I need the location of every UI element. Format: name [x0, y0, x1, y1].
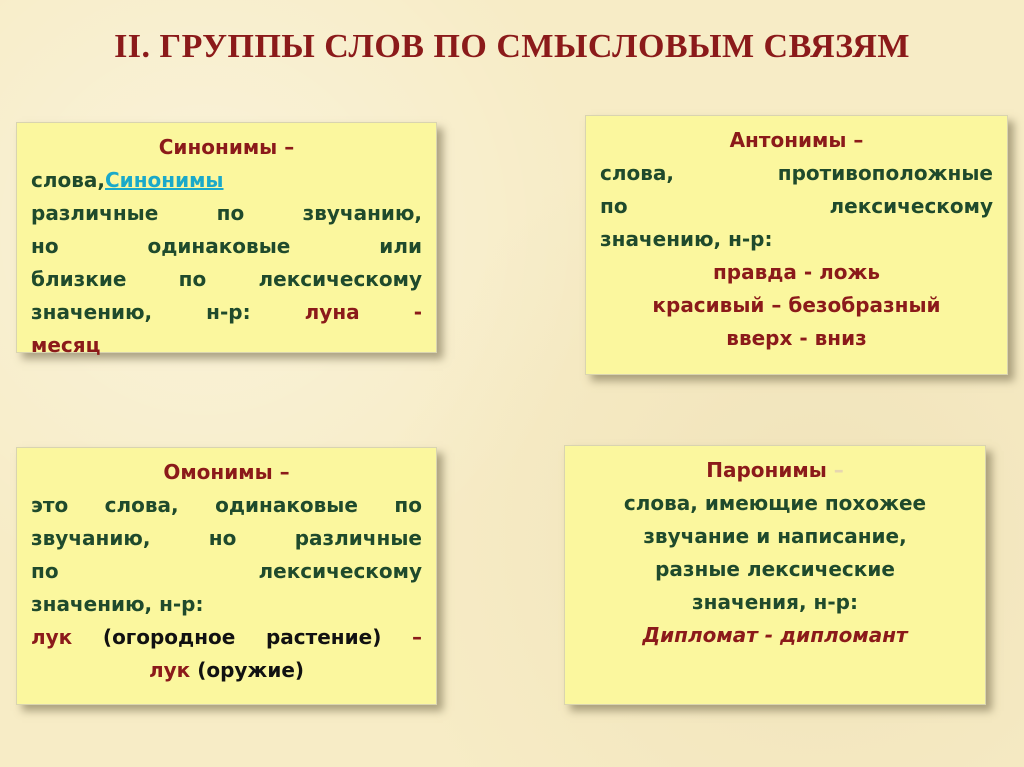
- paronyms-line-4: значения, н-р:: [692, 590, 858, 614]
- antonyms-heading: Антонимы –: [729, 128, 864, 152]
- paronyms-heading: Паронимы: [706, 458, 827, 482]
- paronyms-line-2: звучание и написание,: [643, 524, 907, 548]
- synonyms-line-1: [31, 164, 422, 197]
- synonyms-heading: Синонимы –: [158, 135, 295, 159]
- homonyms-line-1: это слова, одинаковые по: [31, 493, 422, 517]
- synonyms-line-5-text: значению, н-р:: [31, 300, 251, 324]
- homonyms-example-1-word: лук: [31, 625, 73, 649]
- antonyms-example-3: вверх - вниз: [726, 326, 867, 350]
- paronyms-line-3: разные лексические: [655, 557, 895, 581]
- homonyms-example-1-dash: –: [412, 625, 422, 649]
- homonyms-example-2: [31, 654, 422, 687]
- page-title: II. ГРУППЫ СЛОВ ПО СМЫСЛОВЫМ СВЯЗЯМ: [114, 28, 910, 65]
- antonyms-line-2: по лексическому: [600, 194, 993, 218]
- synonyms-line-5: [31, 296, 422, 329]
- homonyms-card: [16, 447, 437, 705]
- synonyms-line-2: различные по звучанию,: [31, 201, 422, 225]
- paronyms-heading-row: [579, 454, 971, 487]
- paronyms-card: [564, 445, 986, 705]
- homonyms-example-1-note: (огородное растение): [102, 625, 382, 649]
- synonyms-line-4: близкие по лексическому: [31, 267, 422, 291]
- synonyms-line-1-text: слова,: [31, 168, 105, 192]
- homonyms-example-2-word: лук: [148, 658, 191, 682]
- antonyms-line-3: значению, н-р:: [600, 227, 773, 251]
- synonyms-example-part-2: месяц: [31, 333, 101, 357]
- homonyms-heading: Омонимы –: [163, 460, 290, 484]
- homonyms-example-1: [31, 621, 422, 654]
- homonyms-line-4: значению, н-р:: [31, 592, 204, 616]
- antonyms-line-1: слова, противоположные: [600, 161, 993, 185]
- synonyms-line-3: но одинаковые или: [31, 234, 422, 258]
- homonyms-line-2: звучанию, но различные: [31, 526, 422, 550]
- synonyms-link[interactable]: Синонимы: [105, 168, 224, 192]
- homonyms-example-2-note: (оружие): [197, 658, 305, 682]
- antonyms-card: [585, 115, 1008, 375]
- paronyms-heading-dash: –: [833, 458, 844, 482]
- paronyms-line-1: слова, имеющие похожее: [623, 491, 927, 515]
- antonyms-example-1: правда - ложь: [712, 260, 881, 284]
- homonyms-line-3: по лексическому: [31, 559, 422, 583]
- synonyms-example-part-1: луна -: [304, 300, 423, 324]
- synonyms-card: [16, 122, 437, 357]
- antonyms-example-2: красивый – безобразный: [652, 293, 941, 317]
- paronyms-example: Дипломат - дипломант: [642, 623, 908, 647]
